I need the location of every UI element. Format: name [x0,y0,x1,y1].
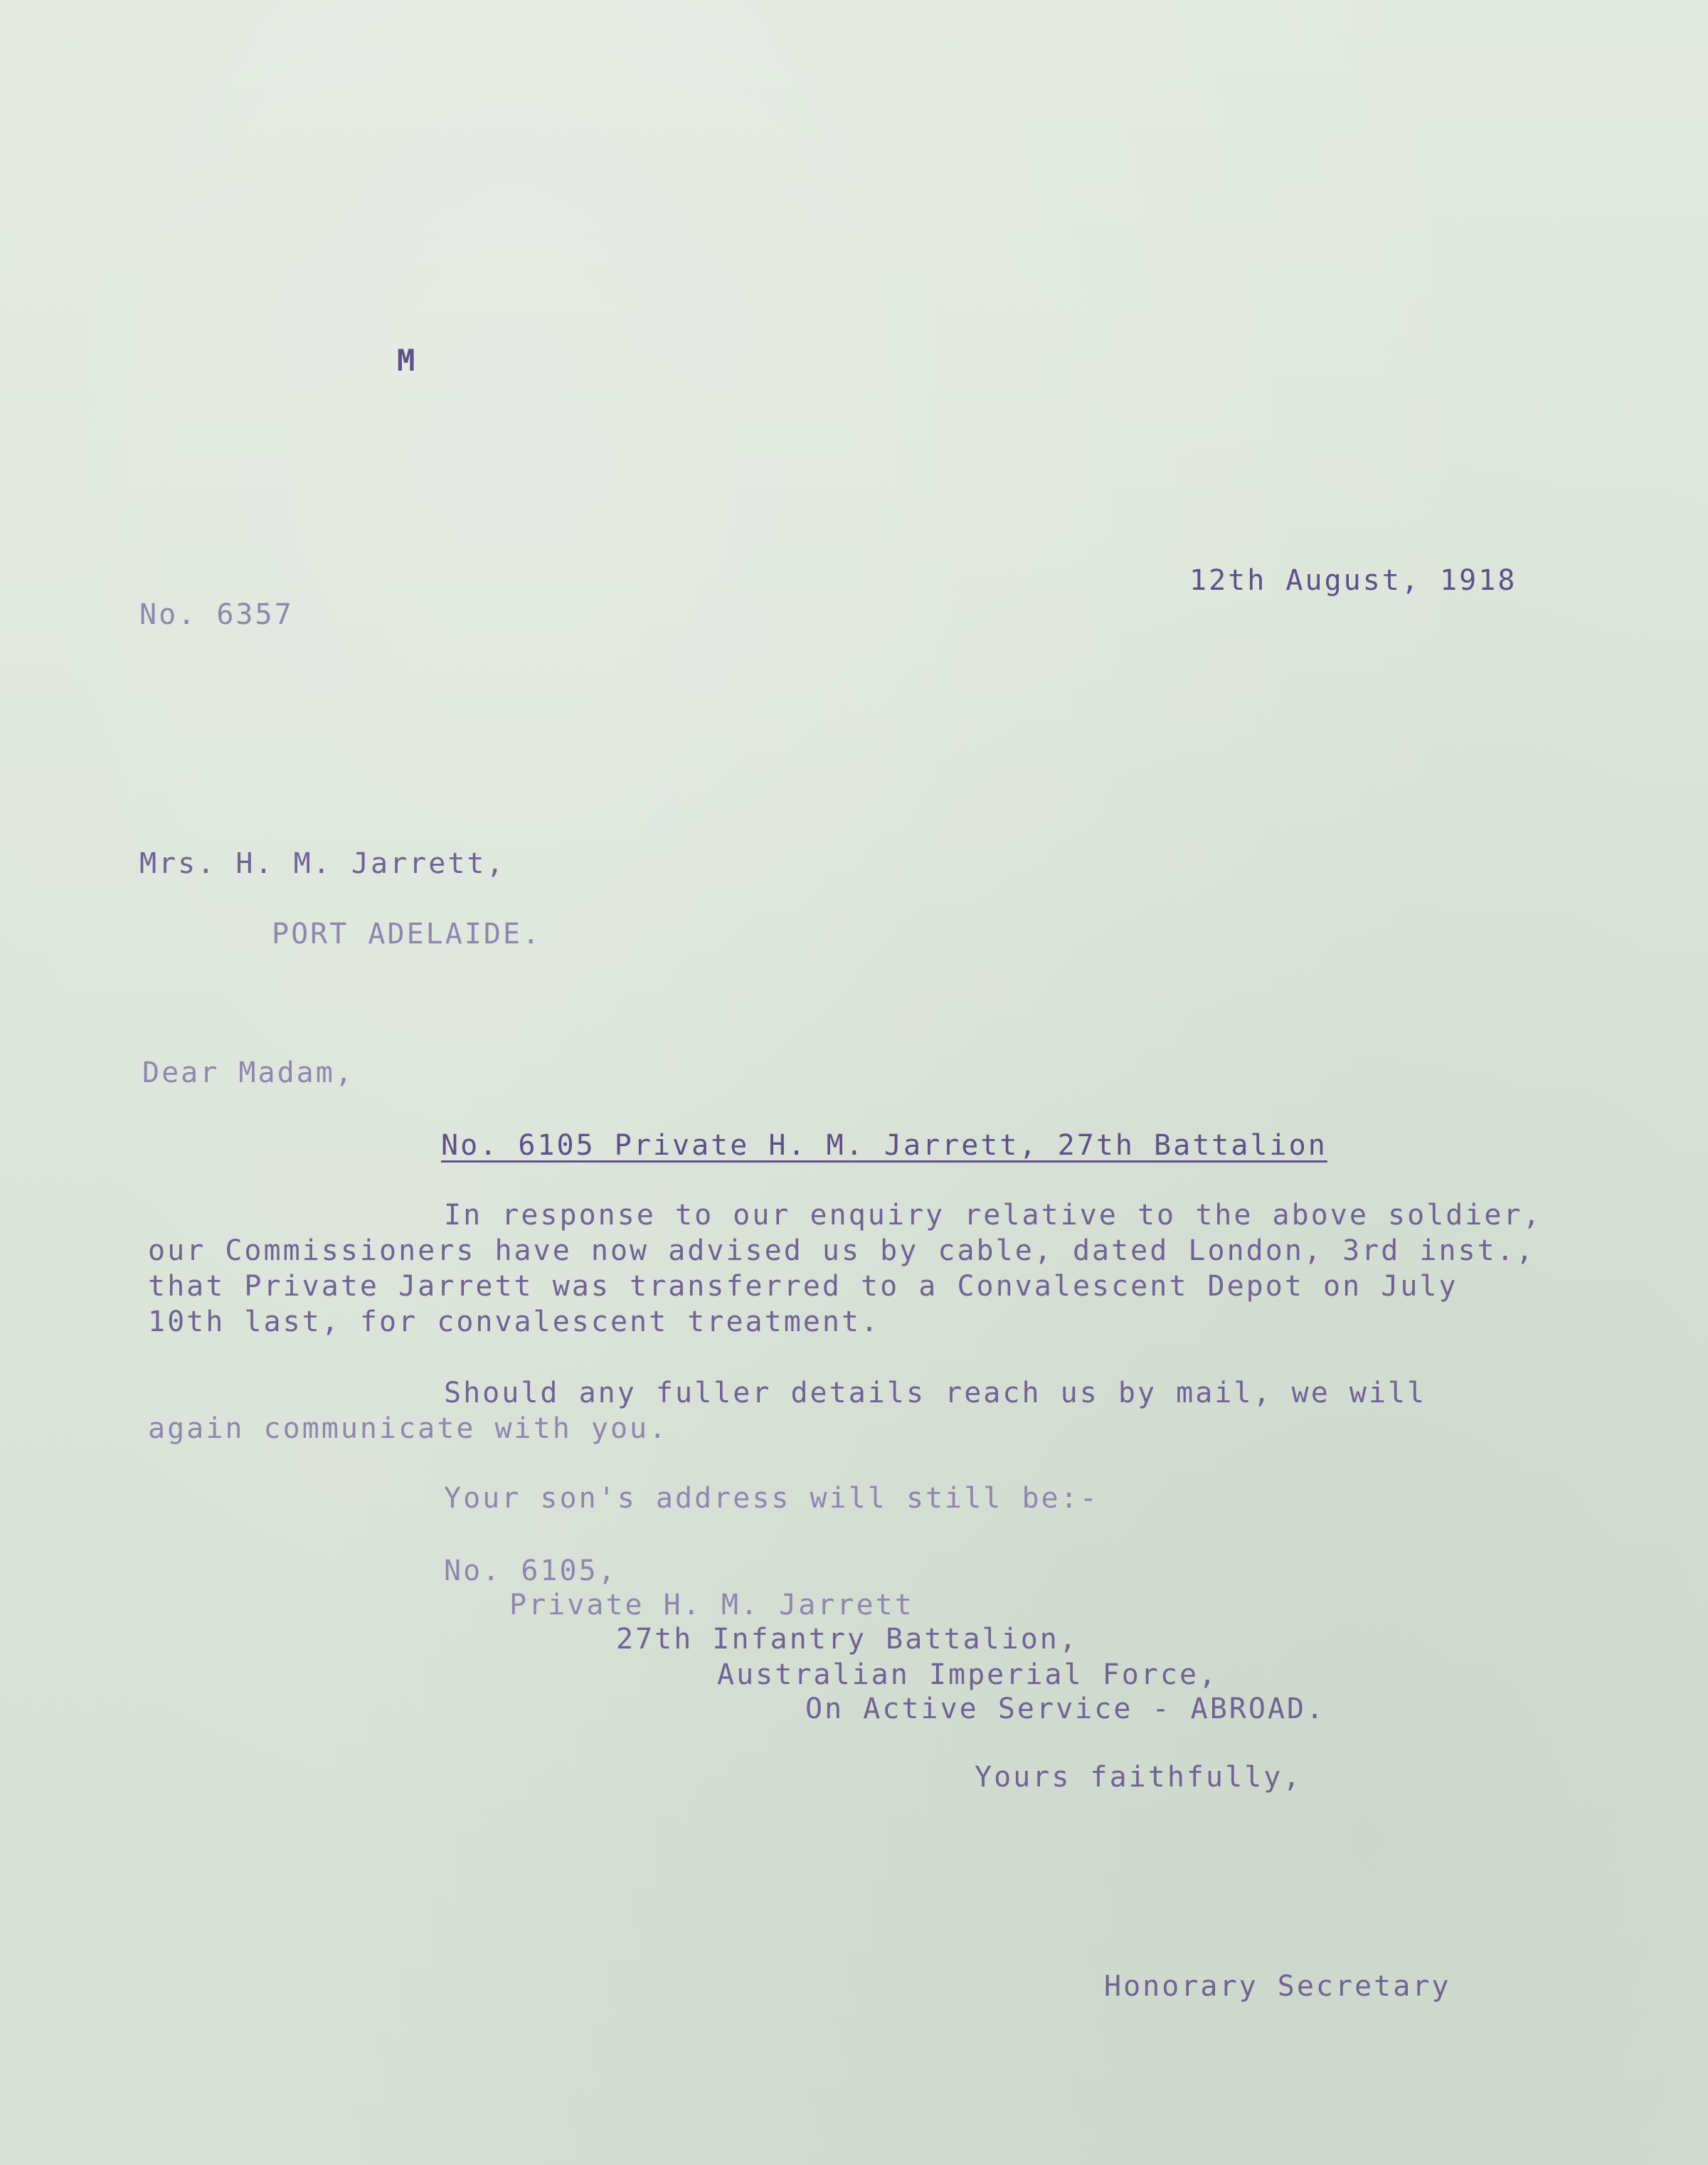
salutation: Dear Madam, [142,1057,354,1089]
body-paragraph-1-line-4: 10th last, for convalescent treatment. [148,1306,881,1338]
address-line-service: On Active Service - ABROAD. [805,1693,1326,1725]
body-paragraph-1-line-1: In response to our enquiry relative to the above soldier, [444,1199,1542,1232]
address-line-number: No. 6105, [444,1555,617,1587]
subject-line: No. 6105 Private H. M. Jarrett, 27th Battalion [441,1129,1327,1162]
address-line-battalion: 27th Infantry Battalion, [616,1623,1078,1656]
address-line-force: Australian Imperial Force, [717,1658,1219,1691]
body-paragraph-1-line-3: that Private Jarrett was transferred to a Convalescent Depot on July [148,1270,1458,1303]
recipient-name: Mrs. H. M. Jarrett, [139,847,506,880]
address-intro: Your son's address will still be:- [444,1482,1099,1515]
signature-title: Honorary Secretary [1104,1970,1451,2003]
body-paragraph-2-line-1: Should any fuller details reach us by mail, we will [444,1377,1427,1409]
body-paragraph-2-line-2: again communicate with you. [148,1412,669,1445]
typed-initial: M [397,343,418,378]
recipient-town: PORT ADELAIDE. [272,918,542,951]
reference-number: No. 6357 [139,598,294,631]
address-line-name: Private H. M. Jarrett [509,1589,914,1621]
letter-date: 12th August, 1918 [1189,564,1517,597]
closing: Yours faithfully, [975,1761,1303,1794]
body-paragraph-1-line-2: our Commissioners have now advised us by cable, dated London, 3rd inst., [148,1234,1535,1267]
